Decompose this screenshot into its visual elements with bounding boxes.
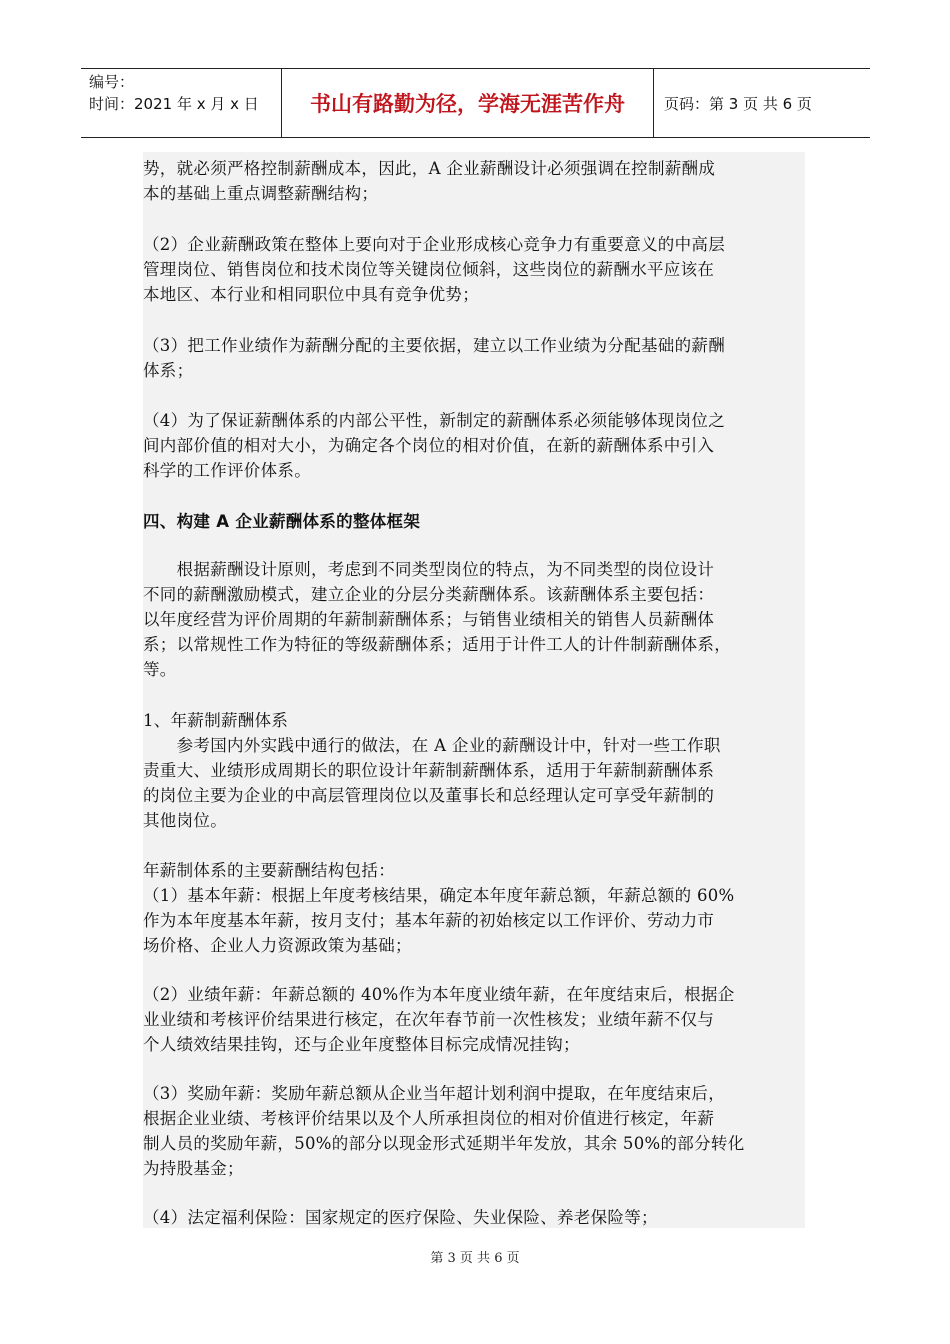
text-line: 为持股基金； [143, 1159, 244, 1178]
text-line: （4）为了保证薪酬体系的内部公平性，新制定的薪酬体系必须能够体现岗位之 [143, 411, 725, 430]
text-line: （4）法定福利保险：国家规定的医疗保险、失业保险、养老保险等； [143, 1208, 658, 1227]
text-line: 的岗位主要为企业的中高层管理岗位以及董事长和总经理认定可享受年薪制的 [143, 786, 715, 805]
text-line: 参考国内外实践中通行的做法，在 A 企业的薪酬设计中，针对一些工作职 [143, 736, 721, 755]
text-line: 个人绩效结果挂钩，还与企业年度整体目标完成情况挂钩； [143, 1035, 580, 1054]
text-line: 场价格、企业人力资源政策为基础； [143, 936, 412, 955]
text-line: 体系； [143, 361, 194, 380]
text-line: 根据薪酬设计原则，考虑到不同类型岗位的特点，为不同类型的岗位设计 [143, 560, 715, 579]
document-body [143, 152, 805, 1228]
text-line: 根据企业业绩、考核评价结果以及个人所承担岗位的相对价值进行核定，年薪 [143, 1109, 715, 1128]
date-label: 时间：2021 年 x 月 x 日 [89, 95, 259, 113]
header-motto: 书山有路勤为径，学海无涯苦作舟 [282, 69, 654, 137]
text-line: 以年度经营为评价周期的年薪制薪酬体系；与销售业绩相关的销售人员薪酬体 [143, 610, 715, 629]
document-header [81, 68, 870, 138]
text-line: 责重大、业绩形成周期长的职位设计年薪制薪酬体系，适用于年薪制薪酬体系 [143, 761, 715, 780]
paragraph [143, 408, 805, 483]
text-line: 系；以常规性工作为特征的等级薪酬体系；适用于计件工人的计件制薪酬体系， [143, 635, 731, 654]
paragraph [143, 333, 805, 383]
paragraph [143, 232, 805, 307]
paragraph [143, 733, 805, 833]
paragraph [143, 1205, 805, 1230]
text-line: 制人员的奖励年薪，50%的部分以现金形式延期半年发放，其余 50%的部分转化 [143, 1134, 745, 1153]
subheading: 1、年薪制薪酬体系 [143, 711, 289, 730]
text-line: 等。 [143, 660, 177, 679]
paragraph [143, 1081, 805, 1181]
paragraph [143, 557, 805, 682]
header-page-info: 页码：第 3 页 共 6 页 [664, 94, 812, 113]
text-line: 业业绩和考核评价结果进行核定，在次年春节前一次性核发；业绩年薪不仅与 [143, 1010, 715, 1029]
header-meta [81, 69, 282, 137]
text-line: 间内部价值的相对大小，为确定各个岗位的相对价值，在新的薪酬体系中引入 [143, 436, 715, 455]
text-line: （3）奖励年薪：奖励年薪总额从企业当年超计划利润中提取，在年度结束后， [143, 1084, 725, 1103]
paragraph [143, 858, 805, 958]
text-line: 本地区、本行业和相同职位中具有竞争优势； [143, 285, 479, 304]
text-line: 其他岗位。 [143, 811, 227, 830]
text-line: 科学的工作评价体系。 [143, 461, 311, 480]
text-line: （3）把工作业绩作为薪酬分配的主要依据，建立以工作业绩为分配基础的薪酬 [143, 336, 725, 355]
text-line: （2）企业薪酬政策在整体上要向对于企业形成核心竞争力有重要意义的中高层 [143, 235, 725, 254]
page-footer: 第 3 页 共 6 页 [430, 1251, 520, 1266]
text-line: 不同的薪酬激励模式，建立企业的分层分类薪酬体系。该薪酬体系主要包括： [143, 585, 715, 604]
paragraph [143, 982, 805, 1057]
text-line: （2）业绩年薪：年薪总额的 40%作为本年度业绩年薪，在年度结束后，根据企 [143, 985, 735, 1004]
number-label: 编号： [89, 73, 135, 91]
text-line: （1）基本年薪：根据上年度考核结果，确定本年度年薪总额，年薪总额的 60% [143, 886, 735, 905]
text-line: 管理岗位、销售岗位和技术岗位等关键岗位倾斜，这些岗位的薪酬水平应该在 [143, 260, 715, 279]
text-line: 本的基础上重点调整薪酬结构； [143, 184, 379, 203]
text-line: 作为本年度基本年薪，按月支付；基本年薪的初始核定以工作评价、劳动力市 [143, 911, 715, 930]
paragraph [143, 156, 805, 206]
text-line: 势，就必须严格控制薪酬成本，因此，A 企业薪酬设计必须强调在控制薪酬成 [143, 159, 716, 178]
section-heading: 四、构建 A 企业薪酬体系的整体框架 [143, 512, 421, 531]
text-line: 年薪制体系的主要薪酬结构包括： [143, 861, 395, 880]
